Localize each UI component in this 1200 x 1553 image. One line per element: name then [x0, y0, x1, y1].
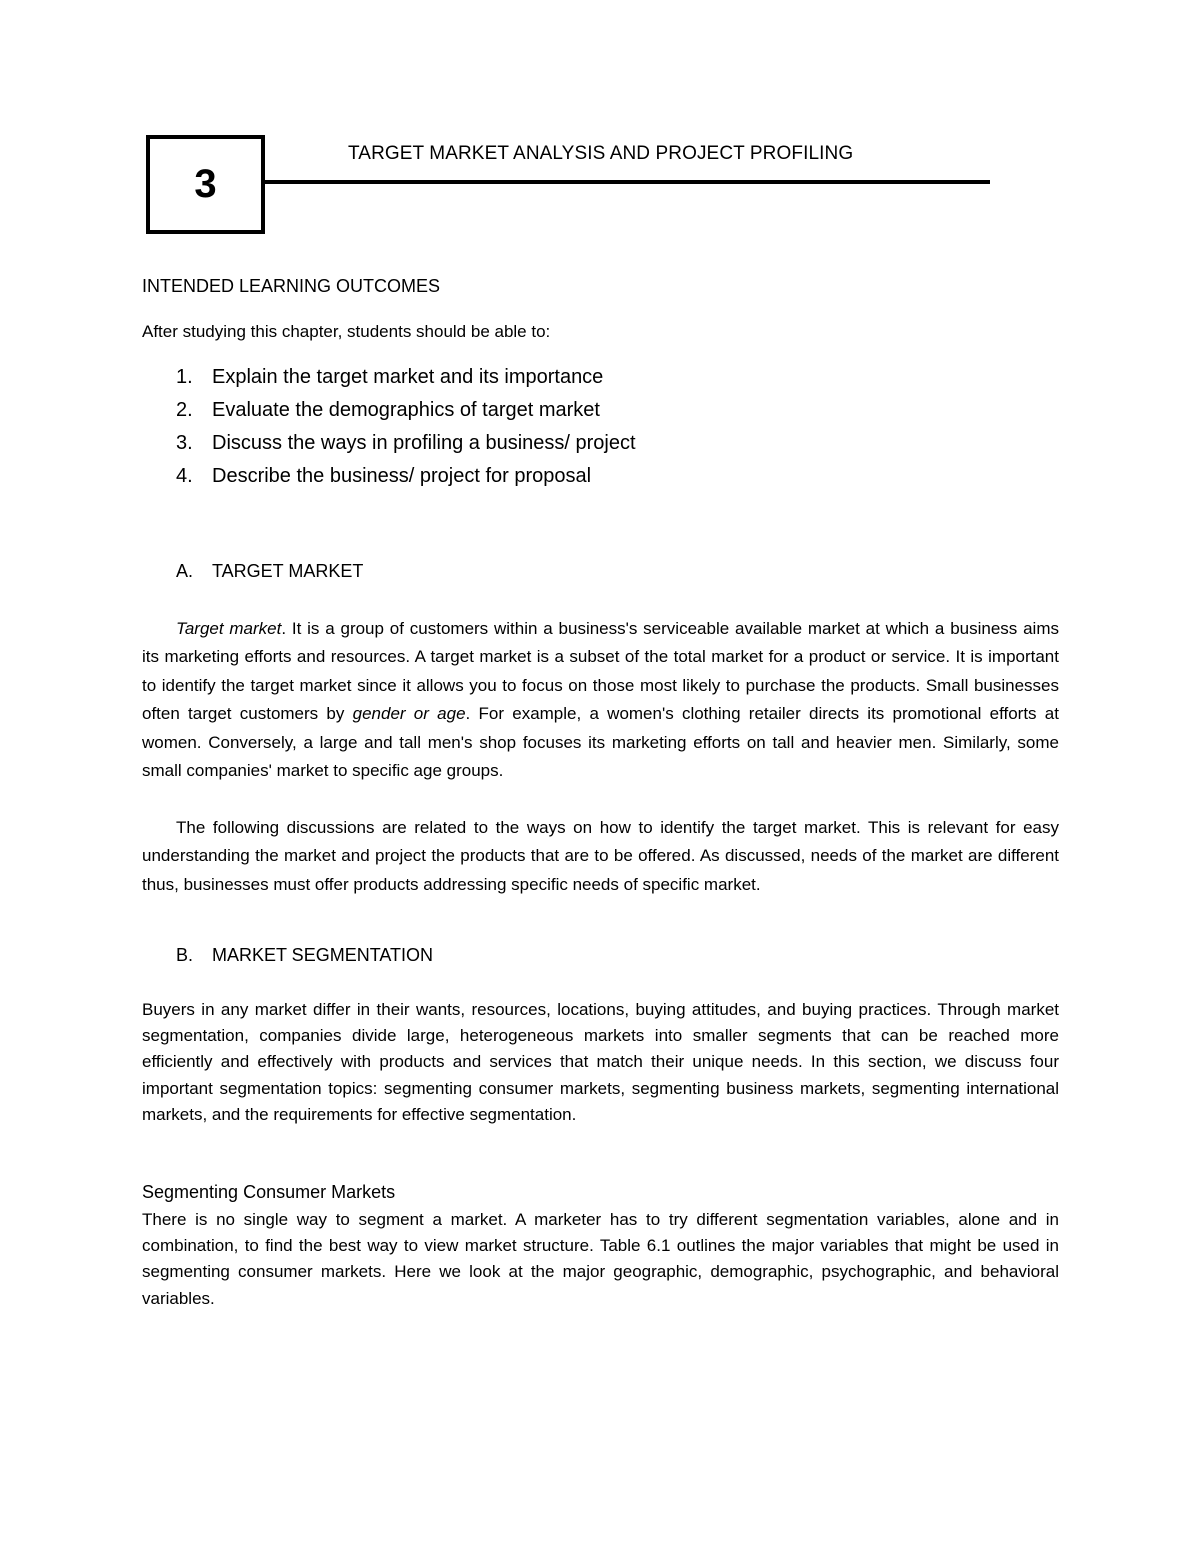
section-b-heading	[176, 945, 433, 966]
chapter-divider-line	[265, 180, 990, 184]
identify-market-paragraph	[142, 814, 1059, 899]
list-item	[176, 431, 636, 464]
learning-outcomes-heading: INTENDED LEARNING OUTCOMES	[142, 276, 441, 296]
list-item-text: Discuss the ways in profiling a business/ project	[212, 432, 636, 454]
section-a-letter: A.	[176, 561, 194, 581]
list-item-number: 2.	[176, 399, 193, 421]
target-market-paragraph	[142, 615, 1059, 785]
list-item-number: 3.	[176, 432, 193, 454]
chapter-number: 3	[194, 162, 217, 206]
section-b-title: MARKET SEGMENTATION	[212, 945, 434, 965]
market-segmentation-text: Buyers in any market differ in their wants, resources, locations, buying attitudes, and buying practices. Through market segmentation, companies divide large, heterogeneous markets into smaller segments that can be reached more efficiently and effectively with products and services that match their unique needs. In this section, we discuss four important segmentation topics: segmenting consumer markets, segmenting business markets, segmenting international markets, and the requirements for effective segmentation.	[142, 1000, 1059, 1124]
market-segmentation-paragraph	[142, 997, 1059, 1128]
list-item	[176, 398, 636, 431]
learning-outcomes-intro: After studying this chapter, students should be able to:	[142, 322, 551, 341]
list-item-number: 4.	[176, 465, 193, 487]
list-item-text: Evaluate the demographics of target market	[212, 399, 600, 421]
section-a-title: TARGET MARKET	[212, 561, 364, 581]
segmenting-consumer-text: There is no single way to segment a market. A marketer has to try different segmentation variables, alone and in combination, to find the best way to view market structure. Table 6.1 outlines the major variables that might be used in segmenting consumer markets. Here we look at the major geographic, demographic, psychographic, and behavioral variables.	[142, 1210, 1059, 1308]
list-item	[176, 365, 636, 398]
section-b-letter: B.	[176, 945, 194, 965]
learning-outcomes-list	[176, 365, 636, 497]
target-market-term: Target market	[176, 619, 282, 638]
list-item-text: Explain the target market and its importance	[212, 366, 604, 388]
chapter-number-box	[146, 135, 265, 234]
section-a-heading	[176, 561, 363, 582]
list-item	[176, 464, 636, 497]
list-item-text: Describe the business/ project for proposal	[212, 465, 592, 487]
chapter-title: TARGET MARKET ANALYSIS AND PROJECT PROFILING	[348, 143, 854, 164]
target-market-text-2: . For example, a women's clothing retailer directs its promotional efforts at women. Conversely, a large and tall men's shop focuses its marketing efforts on tall and heavier men. Similarly, some small companies' market to specific age groups.	[142, 704, 1059, 781]
list-item-number: 1.	[176, 366, 193, 388]
segmenting-consumer-heading: Segmenting Consumer Markets	[142, 1182, 396, 1202]
segmenting-consumer-paragraph	[142, 1207, 1059, 1312]
target-market-text-1: . It is a group of customers within a business's serviceable available market at which a business aims its marketing efforts and resources. A target market is a subset of the total market for a product or service. It is important to identify the target market since it allows you to focus on those most likely to purchase the products. Small businesses often target customers by	[142, 619, 1059, 724]
target-market-emphasis: gender or age	[352, 704, 466, 724]
identify-market-text: The following discussions are related to the ways on how to identify the target market. This is relevant for easy understanding the market and project the products that are to be offered. As discussed, needs of the market are different thus, businesses must offer products addressing specific needs of specific market.	[142, 818, 1059, 894]
